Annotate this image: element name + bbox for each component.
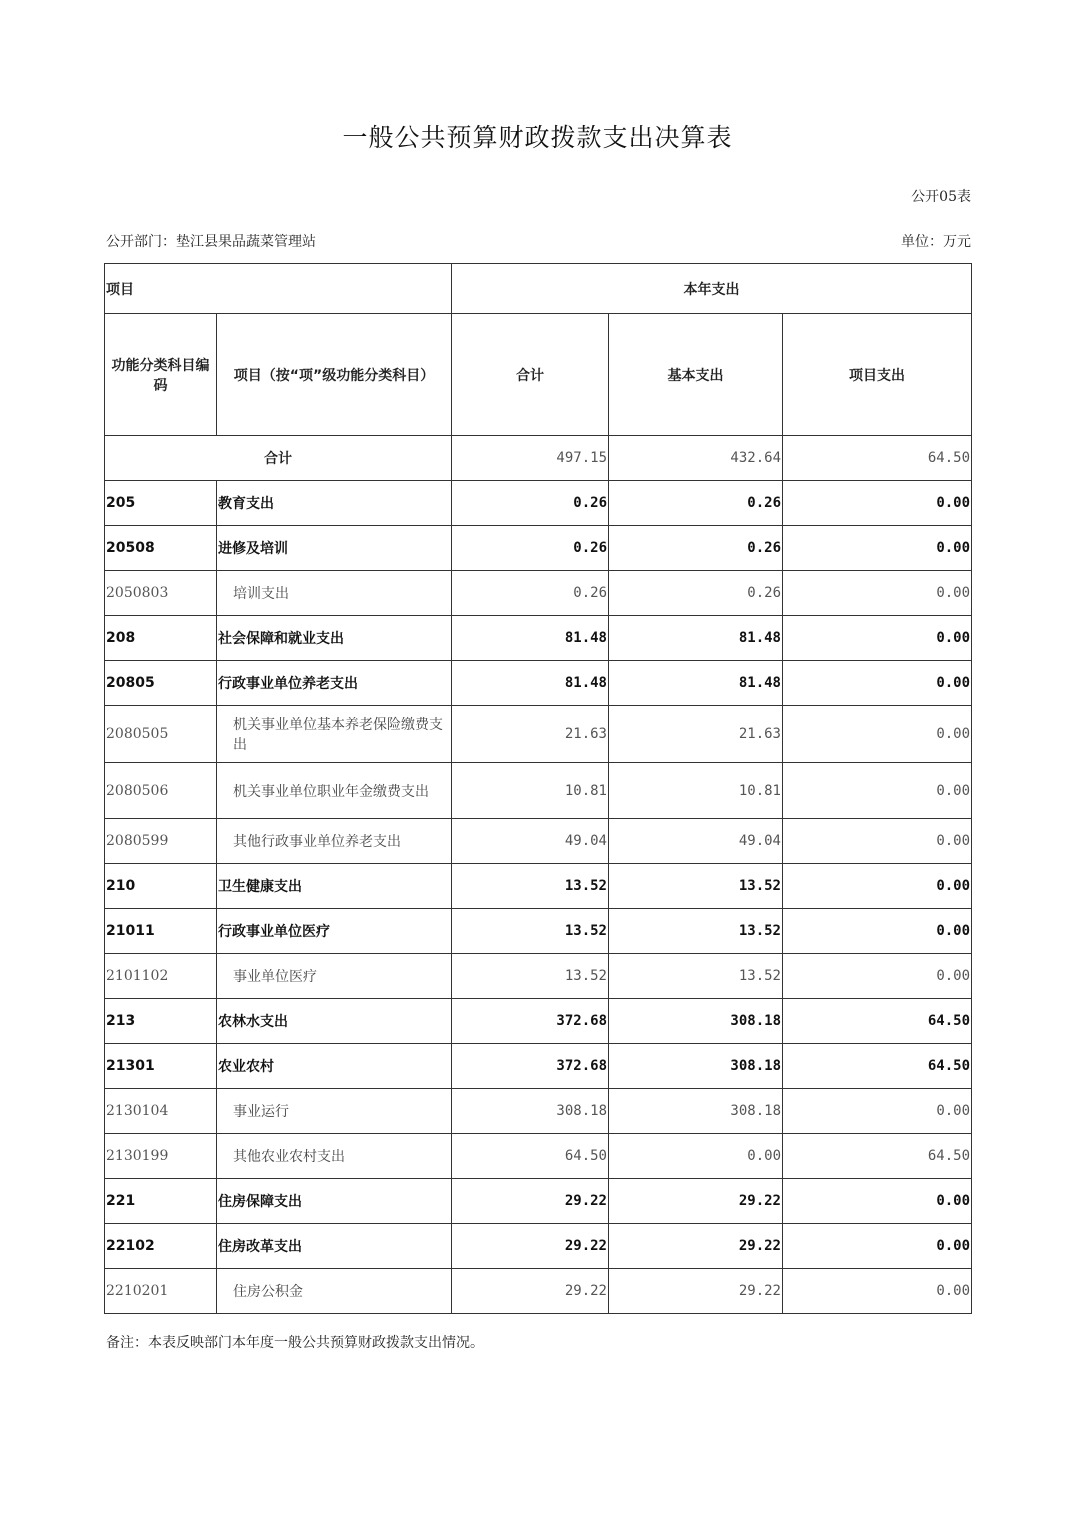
total-row: [105, 436, 972, 481]
table-row: [105, 1134, 972, 1179]
row-project: 0.00: [783, 1269, 972, 1314]
row-code: 2101102: [105, 954, 217, 999]
row-basic: 308.18: [609, 999, 783, 1044]
row-project: 0.00: [783, 571, 972, 616]
row-total: 308.18: [452, 1089, 609, 1134]
table-row: [105, 526, 972, 571]
row-code: 213: [105, 999, 217, 1044]
row-total: 13.52: [452, 909, 609, 954]
row-name: 住房公积金: [217, 1269, 452, 1314]
header-row-1: [105, 264, 972, 314]
row-total: 0.26: [452, 481, 609, 526]
row-code: 20805: [105, 661, 217, 706]
footnote: 备注：本表反映部门本年度一般公共预算财政拨款支出情况。: [106, 1335, 484, 1351]
row-total: 13.52: [452, 954, 609, 999]
row-name: 行政事业单位医疗: [217, 909, 452, 954]
row-name: 培训支出: [217, 571, 452, 616]
row-basic: 81.48: [609, 661, 783, 706]
row-basic: 13.52: [609, 864, 783, 909]
table-row: [105, 819, 972, 864]
page-title: 一般公共预算财政拨款支出决算表: [342, 123, 733, 152]
table-row: [105, 909, 972, 954]
row-basic: 308.18: [609, 1044, 783, 1089]
row-project: 64.50: [783, 1134, 972, 1179]
table-row: [105, 954, 972, 999]
row-name: 机关事业单位职业年金缴费支出: [217, 763, 452, 819]
total-sum: 497.15: [452, 436, 609, 481]
row-name: 教育支出: [217, 481, 452, 526]
row-basic: 81.48: [609, 616, 783, 661]
row-basic: 29.22: [609, 1224, 783, 1269]
row-code: 221: [105, 1179, 217, 1224]
row-project: 0.00: [783, 819, 972, 864]
row-basic: 13.52: [609, 954, 783, 999]
row-project: 0.00: [783, 1179, 972, 1224]
row-name: 行政事业单位养老支出: [217, 661, 452, 706]
row-basic: 0.26: [609, 526, 783, 571]
header-name: 项目（按“项”级功能分类科目）: [217, 314, 452, 436]
row-basic: 0.00: [609, 1134, 783, 1179]
row-name: 农林水支出: [217, 999, 452, 1044]
row-basic: 29.22: [609, 1269, 783, 1314]
total-label: 合计: [105, 436, 452, 481]
row-project: 0.00: [783, 661, 972, 706]
row-basic: 21.63: [609, 706, 783, 763]
row-basic: 10.81: [609, 763, 783, 819]
row-code: 2130199: [105, 1134, 217, 1179]
row-code: 2080506: [105, 763, 217, 819]
table-row: [105, 763, 972, 819]
table-row: [105, 1089, 972, 1134]
form-number: 公开05表: [911, 189, 971, 205]
row-code: 2080599: [105, 819, 217, 864]
row-project: 0.00: [783, 909, 972, 954]
table-row: [105, 571, 972, 616]
row-project: 64.50: [783, 999, 972, 1044]
row-code: 208: [105, 616, 217, 661]
expenditure-table: [104, 263, 972, 1314]
row-project: 64.50: [783, 1044, 972, 1089]
row-code: 2210201: [105, 1269, 217, 1314]
header-project-expense: 项目支出: [783, 314, 972, 436]
row-name: 社会保障和就业支出: [217, 616, 452, 661]
header-row-2: [105, 314, 972, 436]
row-name: 事业单位医疗: [217, 954, 452, 999]
row-project: 0.00: [783, 706, 972, 763]
table-row: [105, 1044, 972, 1089]
row-total: 21.63: [452, 706, 609, 763]
row-name: 进修及培训: [217, 526, 452, 571]
row-project: 0.00: [783, 616, 972, 661]
row-name: 农业农村: [217, 1044, 452, 1089]
row-code: 20508: [105, 526, 217, 571]
row-name: 其他行政事业单位养老支出: [217, 819, 452, 864]
row-project: 0.00: [783, 1224, 972, 1269]
row-total: 0.26: [452, 526, 609, 571]
department-label: 公开部门：垫江县果品蔬菜管理站: [106, 234, 316, 250]
row-basic: 308.18: [609, 1089, 783, 1134]
row-basic: 29.22: [609, 1179, 783, 1224]
table-row: [105, 616, 972, 661]
header-total: 合计: [452, 314, 609, 436]
row-project: 0.00: [783, 526, 972, 571]
row-basic: 49.04: [609, 819, 783, 864]
row-total: 29.22: [452, 1179, 609, 1224]
total-project: 64.50: [783, 436, 972, 481]
row-code: 21011: [105, 909, 217, 954]
row-name: 住房改革支出: [217, 1224, 452, 1269]
row-code: 2130104: [105, 1089, 217, 1134]
row-total: 64.50: [452, 1134, 609, 1179]
row-name: 住房保障支出: [217, 1179, 452, 1224]
row-project: 0.00: [783, 763, 972, 819]
table-row: [105, 481, 972, 526]
unit-label: 单位：万元: [901, 234, 971, 250]
total-basic: 432.64: [609, 436, 783, 481]
header-project: 项目: [105, 264, 452, 314]
row-project: 0.00: [783, 954, 972, 999]
row-basic: 0.26: [609, 571, 783, 616]
row-total: 29.22: [452, 1224, 609, 1269]
header-code: 功能分类科目编码: [105, 314, 217, 436]
table-row: [105, 1179, 972, 1224]
row-total: 81.48: [452, 616, 609, 661]
table-row: [105, 999, 972, 1044]
header-current-year: 本年支出: [452, 264, 972, 314]
row-total: 0.26: [452, 571, 609, 616]
row-name: 事业运行: [217, 1089, 452, 1134]
table-row: [105, 661, 972, 706]
row-project: 0.00: [783, 864, 972, 909]
row-total: 372.68: [452, 1044, 609, 1089]
row-total: 81.48: [452, 661, 609, 706]
row-code: 2080505: [105, 706, 217, 763]
row-total: 10.81: [452, 763, 609, 819]
row-total: 13.52: [452, 864, 609, 909]
row-total: 49.04: [452, 819, 609, 864]
row-code: 22102: [105, 1224, 217, 1269]
table-row: [105, 1224, 972, 1269]
table-row: [105, 864, 972, 909]
header-basic: 基本支出: [609, 314, 783, 436]
row-name: 机关事业单位基本养老保险缴费支出: [217, 706, 452, 763]
row-code: 210: [105, 864, 217, 909]
row-code: 2050803: [105, 571, 217, 616]
table-row: [105, 706, 972, 763]
row-total: 29.22: [452, 1269, 609, 1314]
row-basic: 0.26: [609, 481, 783, 526]
row-basic: 13.52: [609, 909, 783, 954]
row-project: 0.00: [783, 1089, 972, 1134]
row-project: 0.00: [783, 481, 972, 526]
row-name: 卫生健康支出: [217, 864, 452, 909]
table-row: [105, 1269, 972, 1314]
row-total: 372.68: [452, 999, 609, 1044]
row-name: 其他农业农村支出: [217, 1134, 452, 1179]
row-code: 205: [105, 481, 217, 526]
row-code: 21301: [105, 1044, 217, 1089]
